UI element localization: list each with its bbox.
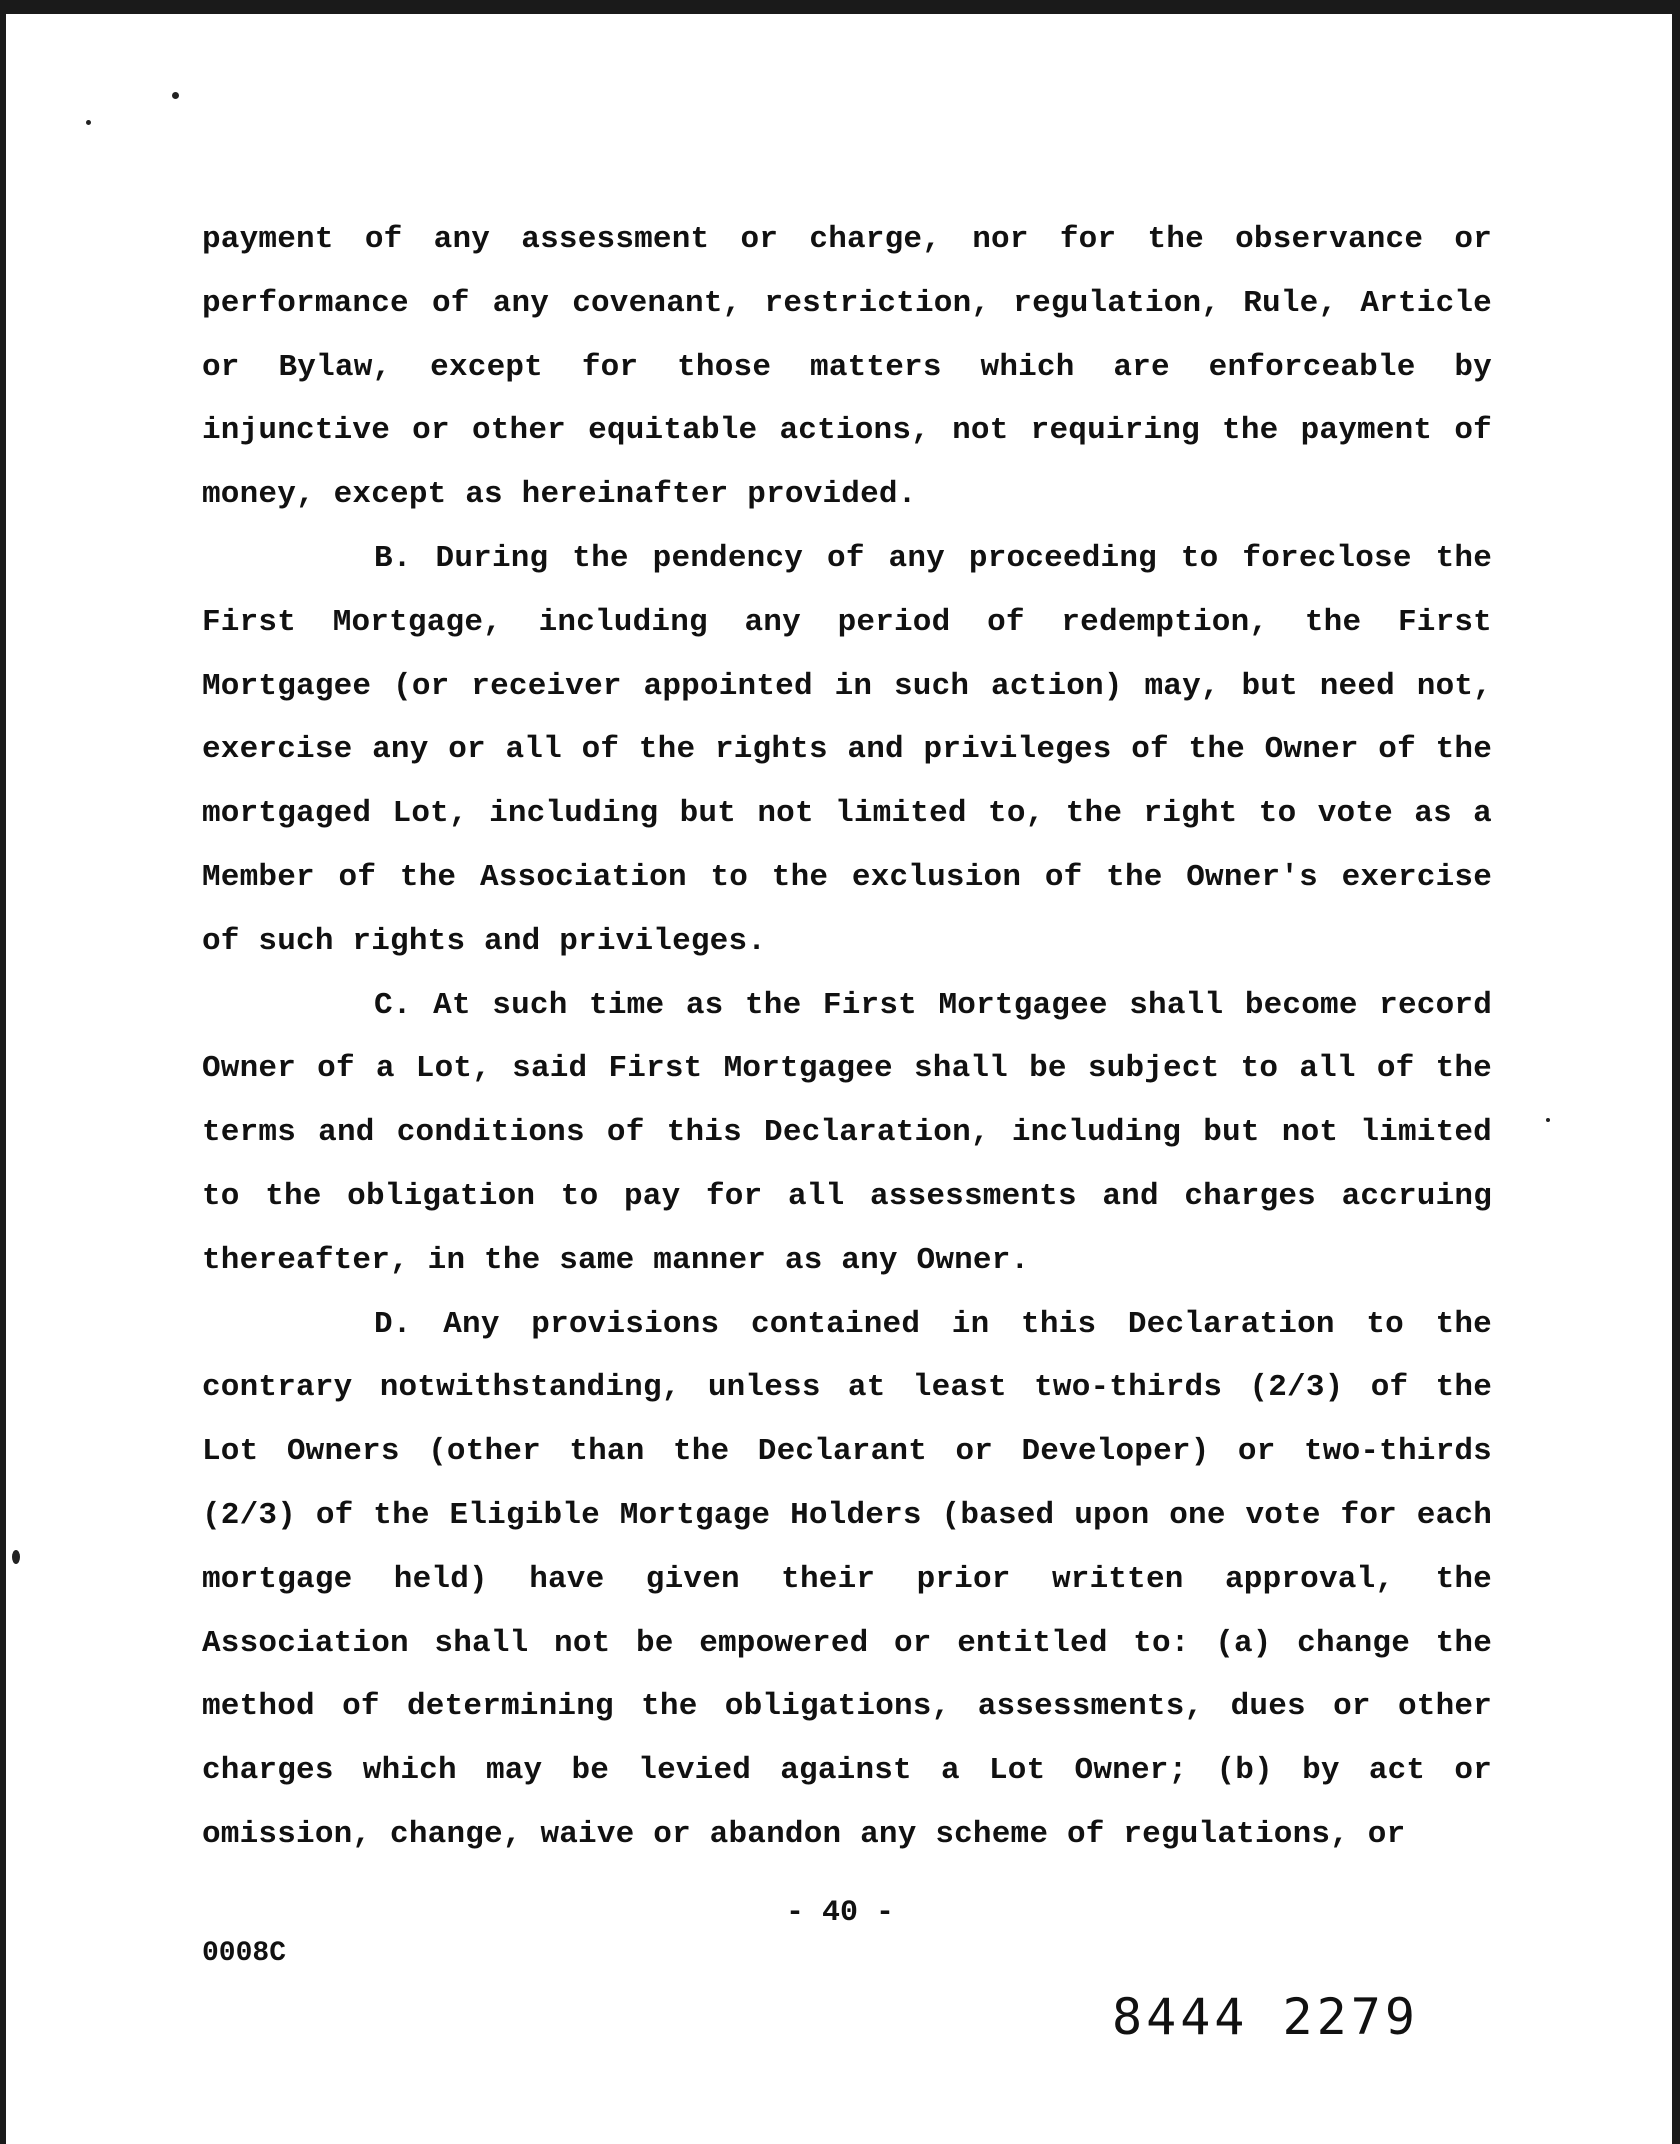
document-code: 0008C <box>202 1938 287 1969</box>
paragraph-c: C. At such time as the First Mortgagee shall become record Owner of a Lot, said First Mortgagee shall be subject to all of the terms and conditions of this Declaration, including but not limited to the obligation to pay for all assessments and charges accruing thereafter, in the same manner as any Owner. <box>202 987 1492 1278</box>
scan-speck <box>86 120 91 125</box>
document-body <box>202 208 1492 1867</box>
scan-border-right <box>1672 0 1680 2144</box>
paragraph-continuation: payment of any assessment or charge, nor for the observance or performance of any covenant, restriction, regulation, Rule, Article or Bylaw, except for those matters which are enforceable by injunctive or other equitable actions, not requiring the payment of money, except as hereinafter provided. <box>202 222 1492 513</box>
scan-speck <box>172 92 179 99</box>
scan-border-left <box>0 0 6 2144</box>
scan-border-top <box>0 0 1680 14</box>
scan-speck <box>12 1550 20 1564</box>
scan-speck <box>1546 1118 1550 1122</box>
paragraph-b: B. During the pendency of any proceeding to foreclose the First Mortgage, including any period of redemption, the First Mortgagee (or receiver appointed in such action) may, but need not, exercise any or all of the rights and privileges of the Owner of the mortgaged Lot, including but not limited to, the right to vote as a Member of the Association to the exclusion of the Owner's exercise of such rights and privileges. <box>202 540 1492 959</box>
recording-stamp-number: 8444 2279 <box>1112 1988 1419 2046</box>
paragraph-d: D. Any provisions contained in this Declaration to the contrary notwithstanding, unless at least two-thirds (2/3) of the Lot Owners (other than the Declarant or Developer) or two-thirds (2/3) of the Eligible Mortgage Holders (based upon one vote for each mortgage held) have given their prior written approval, the Association shall not be empowered or entitled to: (a) change the method of determining the obligations, assessments, dues or other charges which may be levied against a Lot Owner; (b) by act or omission, change, waive or abandon any scheme of regulations, or <box>202 1306 1492 1852</box>
page-number: - 40 - <box>785 1896 895 1930</box>
